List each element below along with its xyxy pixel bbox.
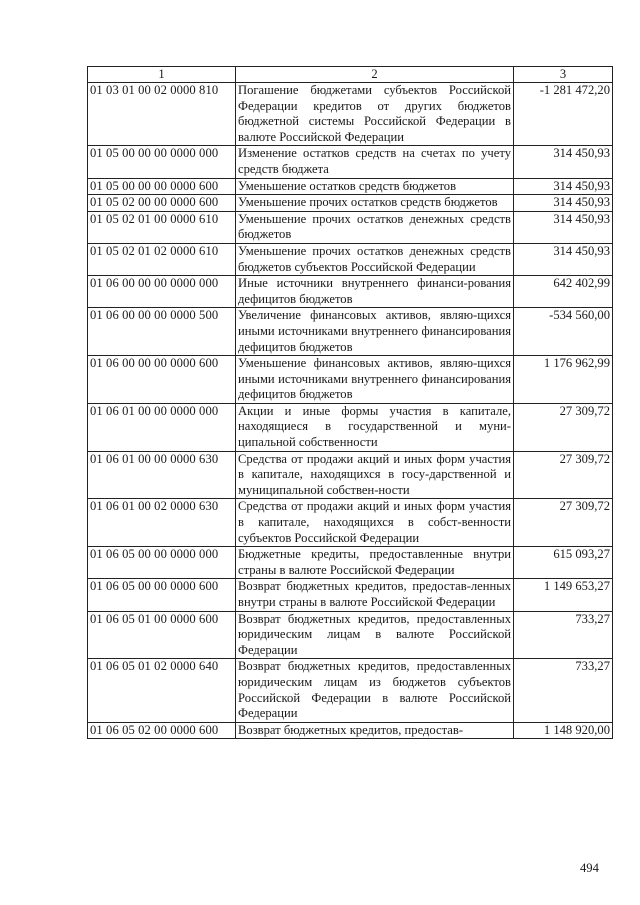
row-amount: 615 093,27 — [514, 547, 613, 579]
table-row — [88, 451, 613, 499]
table-row — [88, 243, 613, 275]
row-name: Возврат бюджетных кредитов, предостав- — [236, 722, 514, 739]
table-row — [88, 146, 613, 178]
row-amount: 642 402,99 — [514, 276, 613, 308]
row-name: Уменьшение прочих остатков денежных средств бюджетов субъектов Российской Федерации — [236, 243, 514, 275]
row-code: 01 06 00 00 00 0000 000 — [88, 276, 236, 308]
table-row — [88, 211, 613, 243]
table-row — [88, 178, 613, 195]
row-amount: 314 450,93 — [514, 146, 613, 178]
row-name: Средства от продажи акций и иных форм участия в капитале, находящихся в собст-венности субъектов Российской Федерации — [236, 499, 514, 547]
table-row — [88, 195, 613, 212]
table-header-row — [88, 67, 613, 83]
row-amount: -1 281 472,20 — [514, 83, 613, 146]
row-amount: 733,27 — [514, 611, 613, 659]
row-name: Возврат бюджетных кредитов, предоставленных юридическим лицам из бюджетов субъектов Российской Федерации в валюте Российской Федерации — [236, 659, 514, 722]
table-body — [88, 83, 613, 739]
table-row — [88, 547, 613, 579]
row-amount: 314 450,93 — [514, 195, 613, 212]
row-code: 01 05 02 01 00 0000 610 — [88, 211, 236, 243]
table-row — [88, 356, 613, 404]
row-amount: 1 148 920,00 — [514, 722, 613, 739]
row-code: 01 05 02 00 00 0000 600 — [88, 195, 236, 212]
row-code: 01 06 05 01 02 0000 640 — [88, 659, 236, 722]
row-name: Увеличение финансовых активов, являю-щихся иными источниками внутреннего финансирования дефицитов бюджетов — [236, 308, 514, 356]
row-amount: 314 450,93 — [514, 178, 613, 195]
table-row — [88, 659, 613, 722]
table-row — [88, 403, 613, 451]
table-row — [88, 276, 613, 308]
row-amount: 1 176 962,99 — [514, 356, 613, 404]
row-code: 01 06 05 00 00 0000 600 — [88, 579, 236, 611]
row-code: 01 05 00 00 00 0000 000 — [88, 146, 236, 178]
row-code: 01 06 05 00 00 0000 000 — [88, 547, 236, 579]
row-code: 01 06 00 00 00 0000 500 — [88, 308, 236, 356]
row-name: Возврат бюджетных кредитов, предостав-ленных внутри страны в валюте Российской Федерации — [236, 579, 514, 611]
row-name: Уменьшение прочих остатков средств бюджетов — [236, 195, 514, 212]
row-name: Возврат бюджетных кредитов, предоставленных юридическим лицам в валюте Российской Федерации — [236, 611, 514, 659]
column-header-name: 2 — [236, 67, 514, 83]
row-code: 01 06 01 00 02 0000 630 — [88, 499, 236, 547]
table-row — [88, 83, 613, 146]
row-code: 01 05 02 01 02 0000 610 — [88, 243, 236, 275]
row-code: 01 06 05 01 00 0000 600 — [88, 611, 236, 659]
row-code: 01 03 01 00 02 0000 810 — [88, 83, 236, 146]
row-code: 01 06 01 00 00 0000 000 — [88, 403, 236, 451]
table-row — [88, 579, 613, 611]
row-amount: 733,27 — [514, 659, 613, 722]
column-header-code: 1 — [88, 67, 236, 83]
row-name: Бюджетные кредиты, предоставленные внутри страны в валюте Российской Федерации — [236, 547, 514, 579]
table-row — [88, 308, 613, 356]
row-amount: 1 149 653,27 — [514, 579, 613, 611]
table-row — [88, 722, 613, 739]
row-name: Средства от продажи акций и иных форм участия в капитале, находящихся в госу-дарственной и муниципальной собствен-ности — [236, 451, 514, 499]
row-amount: 27 309,72 — [514, 403, 613, 451]
row-code: 01 06 00 00 00 0000 600 — [88, 356, 236, 404]
table-row — [88, 611, 613, 659]
page-number: 494 — [580, 861, 599, 875]
row-name: Иные источники внутреннего финанси-рования дефицитов бюджетов — [236, 276, 514, 308]
row-code: 01 06 05 02 00 0000 600 — [88, 722, 236, 739]
table-row — [88, 499, 613, 547]
row-amount: -534 560,00 — [514, 308, 613, 356]
column-header-amount: 3 — [514, 67, 613, 83]
row-name: Изменение остатков средств на счетах по учету средств бюджета — [236, 146, 514, 178]
row-amount: 27 309,72 — [514, 451, 613, 499]
row-amount: 314 450,93 — [514, 211, 613, 243]
row-amount: 314 450,93 — [514, 243, 613, 275]
row-name: Уменьшение финансовых активов, являю-щихся иными источниками внутреннего финансирования дефицитов бюджетов — [236, 356, 514, 404]
row-name: Акции и иные формы участия в капитале, находящиеся в государственной и муни-ципальной собственности — [236, 403, 514, 451]
row-code: 01 06 01 00 00 0000 630 — [88, 451, 236, 499]
row-name: Погашение бюджетами субъектов Российской Федерации кредитов от других бюджетов бюджетной системы Российской Федерации в валюте Российской Федерации — [236, 83, 514, 146]
row-name: Уменьшение остатков средств бюджетов — [236, 178, 514, 195]
row-code: 01 05 00 00 00 0000 600 — [88, 178, 236, 195]
budget-sources-table — [87, 66, 613, 739]
row-name: Уменьшение прочих остатков денежных средств бюджетов — [236, 211, 514, 243]
row-amount: 27 309,72 — [514, 499, 613, 547]
